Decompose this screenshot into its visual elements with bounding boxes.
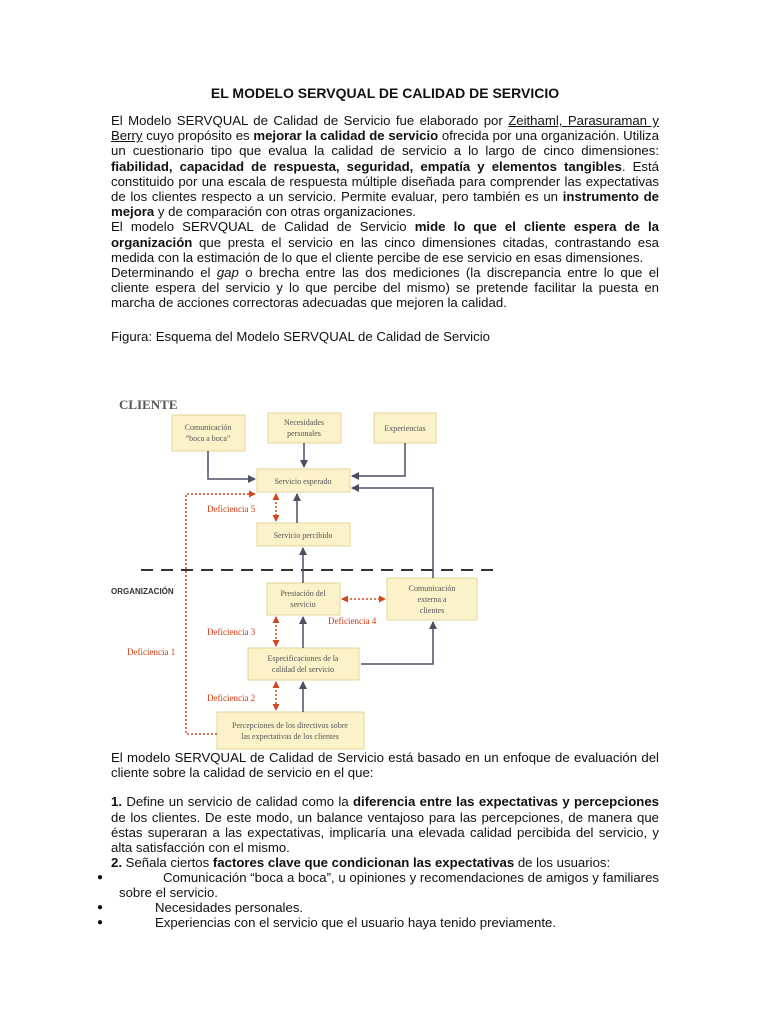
cliente-label: CLIENTE xyxy=(119,397,178,412)
box-text: “boca a boca” xyxy=(185,434,231,443)
box-text: personales xyxy=(287,429,321,438)
text: . Está constituido por una escala de respuesta múltiple diseñada para comprender las expectativas de los clientes respecto a un servicio. Permite evaluar, pero también es un xyxy=(111,158,659,205)
box-text: Servicio percibido xyxy=(273,531,333,540)
box-percepciones xyxy=(217,712,364,749)
bold-text: mide lo que el cliente espera de la organización xyxy=(111,219,659,250)
bold-text: factores clave que condicionan las expectativas xyxy=(212,855,515,871)
text: de los usuarios: xyxy=(514,855,611,871)
organizacion-label: ORGANIZACIÓN xyxy=(111,587,174,596)
paragraph-measure xyxy=(111,219,659,265)
italic-text: gap xyxy=(216,265,239,281)
servqual-diagram xyxy=(111,388,521,750)
text: y de comparación con otras organizaciones. xyxy=(154,204,416,220)
paragraph-enfoque: El modelo SERVQUAL de Calidad de Servicio está basado en un enfoque de evaluación del cliente sobre la calidad de servicio en el que: xyxy=(111,750,659,781)
box-text: servicio xyxy=(290,600,316,609)
box-text: externa a xyxy=(417,595,447,604)
box-especificaciones xyxy=(248,648,359,680)
bullet-text: Necesidades personales. xyxy=(155,900,304,916)
document-body-2 xyxy=(97,750,659,931)
paragraph-intro xyxy=(111,113,659,219)
text: Define un servicio de calidad como la xyxy=(122,794,353,810)
box-text: clientes xyxy=(419,606,445,615)
item-number: 1. xyxy=(111,794,122,810)
bold-text: mejorar la calidad de servicio xyxy=(253,128,439,144)
arrow-comunicacion xyxy=(208,451,255,479)
bold-text: instrumento de mejora xyxy=(111,189,659,220)
arrow-experiencias xyxy=(352,443,405,476)
text: de los clientes. De este modo, un balance ventajoso para las percepciones, de manera que éstas superaran a las expectativas, implicaría una elevada calidad percibida del servicio, y alta satisfacción con el mismo. xyxy=(111,809,659,856)
list-item-1 xyxy=(111,794,659,855)
bullet-icon: ● xyxy=(97,917,104,929)
document-body xyxy=(111,80,659,344)
bullet-text: Comunicación “boca a boca”, u opiniones y recomendaciones de amigos y familiares sobre el servicio. xyxy=(119,870,659,901)
box-text: Comunicación xyxy=(184,423,232,432)
bullet-text: Experiencias con el servicio que el usuario haya tenido previamente. xyxy=(155,915,556,931)
box-text: Experiencias xyxy=(384,424,426,433)
deficiency-1-label: Deficiencia 1 xyxy=(127,647,176,657)
item-number: 2. xyxy=(111,855,122,871)
authors-link[interactable]: Zeithaml, Parasuraman y Berry xyxy=(111,113,659,144)
deficiency-4-label: Deficiencia 4 xyxy=(328,616,377,626)
box-comunicacion xyxy=(172,415,245,451)
box-text: Prestación del xyxy=(280,589,326,598)
box-text: Comunicación xyxy=(408,584,456,593)
paragraph-gap xyxy=(111,265,659,311)
bold-text: diferencia entre las expectativas y percepciones xyxy=(353,794,659,810)
diagram-svg xyxy=(111,388,521,750)
document-title: EL MODELO SERVQUAL DE CALIDAD DE SERVICIO xyxy=(210,85,560,101)
bullet-item xyxy=(97,870,659,901)
text: Determinando el xyxy=(111,265,217,281)
box-text: Servicio esperado xyxy=(274,477,332,486)
bullet-item xyxy=(97,900,659,916)
box-text: las expectativas de los clientes xyxy=(241,732,339,741)
deficiency-5-label: Deficiencia 5 xyxy=(207,504,256,514)
deficiency-2-label: Deficiencia 2 xyxy=(207,693,256,703)
bullet-item xyxy=(97,915,659,931)
figure-caption: Figura: Esquema del Modelo SERVQUAL de Calidad de Servicio xyxy=(111,328,490,344)
box-text: Percepciones de los directivos sobre xyxy=(232,721,348,730)
text: Señala ciertos xyxy=(122,855,213,871)
deficiency-3-label: Deficiencia 3 xyxy=(207,627,256,637)
list-item-2 xyxy=(111,855,659,870)
box-text: Especificaciones de la xyxy=(267,654,339,663)
arrow-comext-esperado xyxy=(352,488,433,578)
box-prestacion xyxy=(267,583,340,615)
arrow-especif-comext xyxy=(361,622,433,664)
bullet-icon: ● xyxy=(97,872,104,884)
text: ofrecida por una organización. Utiliza un cuestionario tipo que evalua la calidad de servicio a lo largo de cinco dimensiones: xyxy=(111,128,659,159)
bold-text: fiabilidad, capacidad de respuesta, seguridad, empatía y elementos tangibles xyxy=(111,158,622,174)
text: El modelo SERVQUAL de Calidad de Servicio xyxy=(111,219,415,235)
text: El Modelo SERVQUAL de Calidad de Servicio fue elaborado por xyxy=(111,113,509,128)
text: que presta el servicio en las cinco dimensiones citadas, contrastando esa medida con la estimación de lo que el cliente percibe de ese servicio en esas dimensiones. xyxy=(111,234,659,265)
box-text: Necesidades xyxy=(284,418,324,427)
text: o brecha entre las dos mediciones (la discrepancia entre lo que el cliente espera del servicio y lo que percibe del mismo) se pretende facilitar la puesta en marcha de acciones correctoras adecuadas que mejoren la calidad. xyxy=(111,265,659,311)
box-text: calidad del servicio xyxy=(271,665,335,674)
text: cuyo propósito es xyxy=(142,128,254,144)
bullet-icon: ● xyxy=(97,902,104,914)
